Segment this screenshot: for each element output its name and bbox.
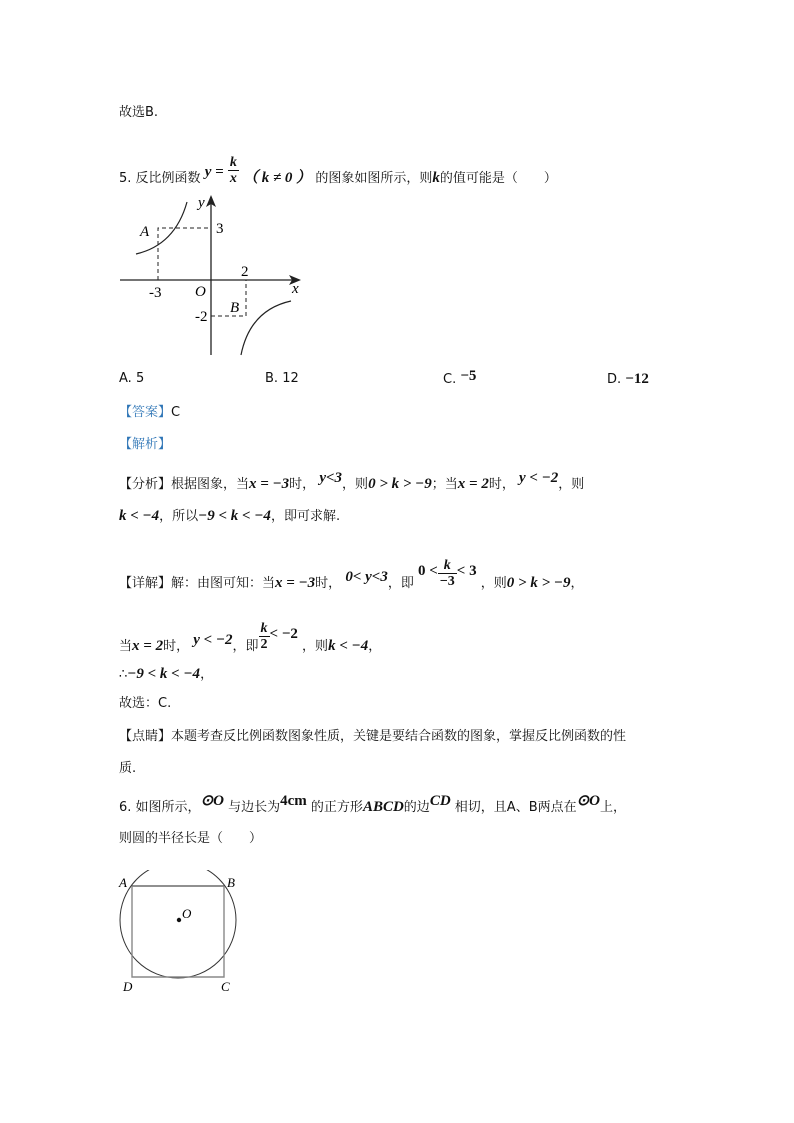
text: ，即 (232, 639, 259, 654)
q5-function-lhs: y = (204, 164, 224, 180)
label-y: y (198, 195, 205, 211)
guide-b (211, 280, 246, 316)
q5-condition: （ k ≠ 0 ） (242, 170, 312, 186)
text: ，则 (342, 477, 369, 492)
text: 根据图象，当 (171, 477, 250, 492)
math: y < −2 (193, 632, 233, 648)
fraction-numerator: k (229, 155, 237, 170)
text: ，则 (480, 576, 507, 591)
text: 如图所示， (135, 800, 201, 815)
dianjing-line-1 (119, 728, 626, 746)
math: x = −3 (249, 476, 290, 492)
math: 0< y<3 (345, 569, 388, 585)
square-sides (132, 886, 224, 977)
tick-y-3: 3 (216, 221, 224, 237)
answer-tag: 【答案】 (119, 405, 172, 420)
text: 时， (488, 477, 515, 492)
fenxi-tag: 【分析】 (119, 477, 172, 492)
q6-number: 6. (119, 800, 132, 815)
math: CD (429, 793, 451, 809)
fraction-denominator: −3 (439, 574, 455, 589)
math: k < −4 (119, 508, 160, 524)
tick-x-2: 2 (241, 264, 249, 280)
q5-stem-end: 的值可能是（ ） (439, 171, 557, 186)
tick-x-neg3: -3 (149, 285, 162, 301)
option-c[interactable] (443, 368, 477, 388)
text: ， (570, 576, 584, 591)
fraction-denominator: x (229, 171, 237, 186)
therefore-symbol: ∴ (119, 667, 128, 682)
text: ， (200, 667, 214, 682)
math: 4cm (280, 793, 307, 809)
answer-line (119, 404, 180, 422)
q5-hyperbola-graph (115, 190, 310, 360)
answer-value: C (171, 405, 181, 420)
guide-a (158, 228, 211, 280)
math: x = 2 (457, 476, 489, 492)
math: 0 > k > −9 (368, 476, 432, 492)
math: 0 < (418, 563, 438, 579)
fenxi-line-2 (119, 507, 340, 526)
math: x = 2 (132, 638, 164, 654)
text: ，即可求解. (270, 509, 341, 524)
label-d: D (123, 979, 133, 994)
q5-number: 5. (119, 171, 132, 186)
dianjing-line-2: 质. (119, 761, 137, 776)
math: y<3 (319, 470, 343, 486)
label-point-b: B (230, 300, 240, 316)
math: k < −4 (328, 638, 369, 654)
text: 的边 (403, 800, 430, 815)
math: ABCD (362, 799, 404, 815)
math: y < −2 (518, 470, 559, 486)
fraction-numerator: k (438, 558, 457, 574)
math: ⊙O (576, 793, 601, 809)
text: ，即 (387, 576, 414, 591)
q5-var-k: k (432, 170, 440, 186)
xiangjie-line-1 (119, 558, 584, 599)
text: ，则 (302, 639, 329, 654)
text: 解：由图可知：当 (171, 576, 276, 591)
text: 上， (600, 800, 627, 815)
xiangjie-line-2 (119, 621, 382, 662)
fraction-denominator: 2 (260, 637, 268, 652)
label-a: A (119, 875, 127, 890)
fraction-k-over-2 (259, 621, 270, 652)
text: ，所以 (159, 509, 199, 524)
conclusion: 故选：C. (119, 696, 172, 711)
option-a-label: A. (119, 371, 132, 386)
prev-answer: 故选B. (119, 105, 159, 120)
dianjing-text: 本题考查反比例函数图象性质，关键是要结合函数的图象，掌握反比例函数的性 (171, 729, 627, 744)
q5-stem-prefix: 反比例函数 (135, 171, 201, 186)
text: ，则 (558, 477, 585, 492)
label-origin: O (195, 284, 206, 300)
hyperbola-branch-4th-quadrant (241, 301, 291, 355)
option-a[interactable] (119, 371, 144, 386)
label-point-a: A (140, 224, 150, 240)
fraction-numerator: k (260, 621, 268, 636)
text: 时， (315, 576, 342, 591)
tick-y-neg2: -2 (195, 309, 208, 325)
fraction-k-over-neg3 (438, 558, 457, 589)
xiangjie-line-3 (119, 665, 213, 684)
text: ；当 (431, 477, 458, 492)
analysis-heading (119, 436, 171, 454)
analysis-tag: 【解析】 (119, 437, 172, 452)
xiangjie-tag: 【详解】 (119, 576, 172, 591)
math: ⊙O (200, 793, 224, 809)
option-c-value: −5 (460, 368, 477, 384)
option-d-value: −12 (625, 371, 649, 387)
text: 的正方形 (310, 800, 363, 815)
math: x = −3 (275, 575, 316, 591)
q6-circle-square-figure (115, 870, 255, 995)
option-d-label: D. (607, 372, 622, 387)
fenxi-line-1 (119, 470, 585, 494)
option-c-label: C. (443, 372, 457, 387)
q6-line-2: 则圆的半径长是（ ） (119, 831, 263, 846)
q6-line-1 (119, 793, 627, 817)
text: 时， (163, 639, 190, 654)
label-o: O (182, 906, 192, 921)
text: 相切，且A、B两点在 (454, 800, 577, 815)
text: ， (368, 639, 382, 654)
text: 与边长为 (228, 800, 281, 815)
label-c: C (221, 979, 230, 994)
math: < 3 (456, 563, 477, 579)
math: < −2 (269, 626, 298, 642)
option-b[interactable] (265, 371, 299, 386)
math: 0 > k > −9 (506, 575, 571, 591)
dianjing-tag: 【点睛】 (119, 729, 172, 744)
q5-function-fraction (228, 155, 239, 186)
option-d[interactable] (607, 371, 649, 388)
text: 时， (289, 477, 316, 492)
label-b: B (227, 875, 235, 890)
center-point (177, 918, 181, 922)
option-b-label: B. (265, 371, 279, 386)
math: −9 < k < −4 (198, 508, 271, 524)
math: −9 < k < −4 (127, 666, 201, 682)
option-a-value: 5 (135, 371, 145, 386)
q5-stem-suffix: 的图象如图所示，则 (315, 171, 433, 186)
text: 当 (119, 639, 133, 654)
label-x: x (292, 281, 299, 297)
option-b-value: 12 (282, 371, 299, 386)
